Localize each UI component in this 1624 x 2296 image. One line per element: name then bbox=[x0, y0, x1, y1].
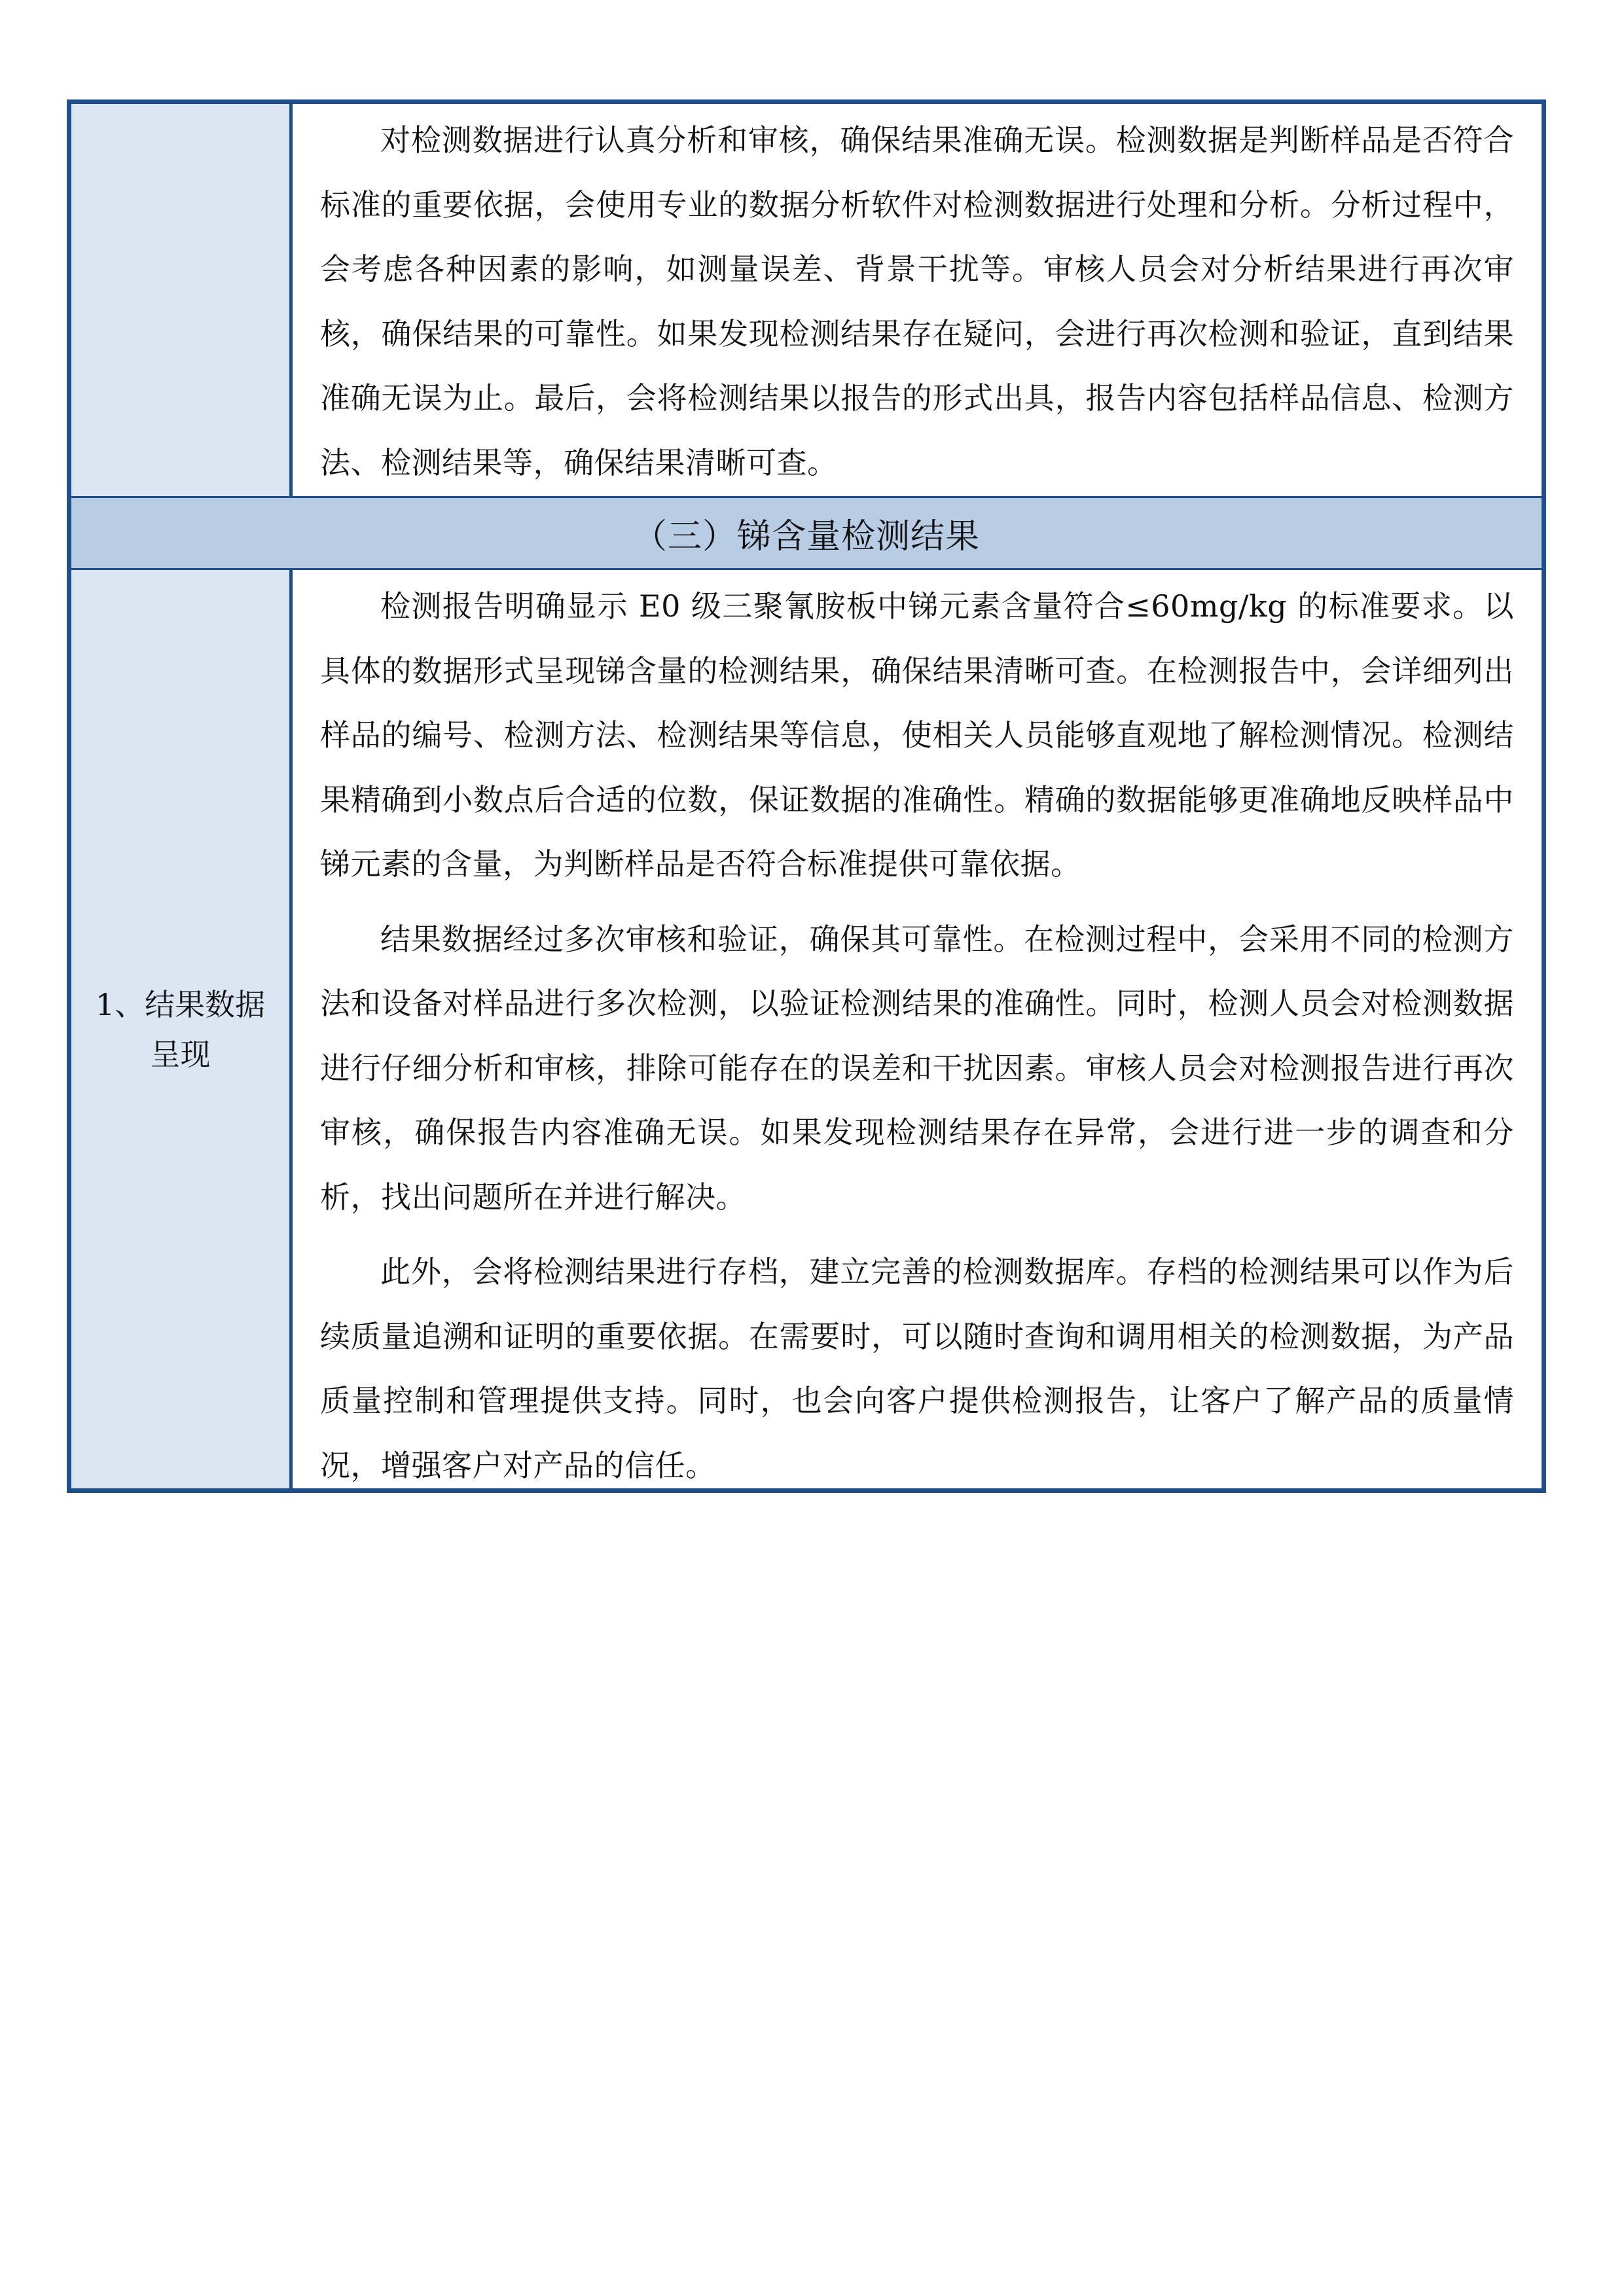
table-row bbox=[71, 104, 1542, 496]
paragraph: 此外，会将检测结果进行存档，建立完善的检测数据库。存档的检测结果可以作为后续质量追溯和证明的重要依据。在需要时，可以随时查询和调用相关的检测数据，为产品质量控制和管理提供支持。同时，也会向客户提供检测报告，让客户了解产品的质量情况，增强客户对产品的信任。 bbox=[320, 1254, 1514, 1483]
paragraph: 检测报告明确显示 E0 级三聚氰胺板中锑元素含量符合≤60mg/kg 的标准要求。以具体的数据形式呈现锑含量的检测结果，确保结果清晰可查。在检测报告中，会详细列出样品的编号、检测方法、检测结果等信息，使相关人员能够直观地了解检测情况。检测结果精确到小数点后合适的位数，保证数据的准确性。精确的数据能够更准确地反映样品中锑元素的含量，为判断样品是否符合标准提供可靠依据。 bbox=[320, 588, 1514, 882]
row-content-cell bbox=[293, 570, 1542, 1488]
paragraph: 对检测数据进行认真分析和审核，确保结果准确无误。检测数据是判断样品是否符合标准的重要依据，会使用专业的数据分析软件对检测数据进行处理和分析。分析过程中，会考虑各种因素的影响，如测量误差、背景干扰等。审核人员会对分析结果进行再次审核，确保结果的可靠性。如果发现检测结果存在疑问，会进行再次检测和验证，直到结果准确无误为止。最后，会将检测结果以报告的形式出具，报告内容包括样品信息、检测方法、检测结果等，确保结果清晰可查。 bbox=[320, 122, 1514, 480]
section-title: （三）锑含量检测结果 bbox=[71, 496, 1542, 568]
document-table bbox=[67, 99, 1546, 1493]
paragraph: 结果数据经过多次审核和验证，确保其可靠性。在检测过程中，会采用不同的检测方法和设备对样品进行多次检测，以验证检测结果的准确性。同时，检测人员会对检测数据进行仔细分析和审核，排除可能存在的误差和干扰因素。审核人员会对检测报告进行再次审核，确保报告内容准确无误。如果发现检测结果存在异常，会进行进一步的调查和分析，找出问题所在并进行解决。 bbox=[320, 921, 1514, 1215]
row-label-cell bbox=[71, 104, 293, 496]
row-content-cell bbox=[293, 104, 1542, 496]
row-label-cell: 1、结果数据呈现 bbox=[71, 570, 293, 1488]
table-row bbox=[71, 568, 1542, 1488]
